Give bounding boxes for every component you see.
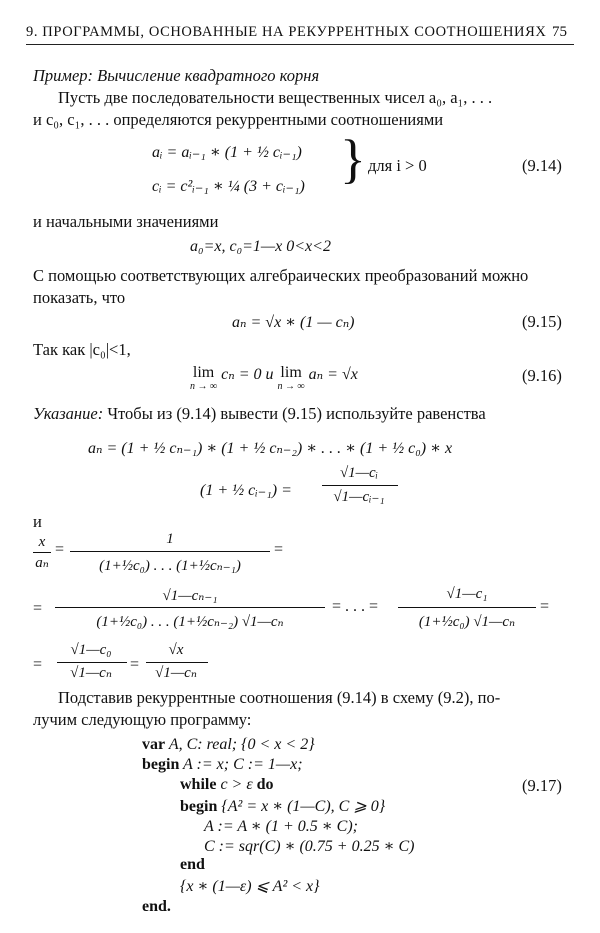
program-line [180, 796, 385, 816]
hint-eq2-denominator: √1—cᵢ₋₁ [333, 489, 385, 505]
paragraph-line: и начальными значениями [33, 212, 219, 231]
limit-operator [278, 364, 305, 392]
paragraph-line: Подставив рекуррентные соотношения (9.14) в схему (9.2), по- [58, 688, 501, 707]
fraction-bar [398, 607, 536, 608]
fraction-bar [322, 485, 398, 486]
keyword: do [256, 776, 274, 793]
program-line: C := sqr(C) ∗ (0.75 + 0.25 ∗ C) [204, 838, 415, 855]
equals-sign: = [130, 656, 140, 673]
ellipsis-equals: = . . . = [332, 598, 379, 615]
limit-a: aₙ = √x [308, 366, 358, 383]
equation-number-917: (9.17) [522, 776, 562, 795]
equation-914-line1: aᵢ = aᵢ₋₁ ∗ (1 + ½ cᵢ₋₁) [152, 144, 302, 161]
hint-label: Указание: [33, 404, 104, 423]
paragraph-line: и c₀, c₁, . . . определяются рекуррентными соотношениями [33, 110, 444, 129]
page-number: 75 [552, 24, 567, 40]
lim-label: lim [280, 364, 302, 381]
frac3-numerator: √1—c₀ [70, 642, 112, 658]
keyword: end [180, 856, 205, 873]
frac3-denominator: √1—cₙ [70, 665, 112, 681]
lim-subscript: n → ∞ [277, 381, 305, 392]
program-line [142, 756, 303, 774]
frac2-right-denominator: (1+½c₀) √1—cₙ [418, 614, 516, 630]
equation-number-914: (9.14) [522, 156, 562, 175]
equals-sign: = [55, 541, 65, 558]
frac2-numerator: √1—cₙ₋₁ [162, 588, 218, 604]
running-header: 9. ПРОГРАММЫ, ОСНОВАННЫЕ НА РЕКУРРЕНТНЫХ СООТНОШЕНИЯХ [26, 24, 547, 40]
equals-sign: = [33, 656, 43, 673]
equals-sign: = [540, 598, 550, 615]
hint-eq2-numerator: √1—cᵢ [339, 465, 379, 481]
keyword: begin [180, 798, 218, 815]
equals-sign: = [33, 600, 43, 617]
equation-914-line2: cᵢ = c²ᵢ₋₁ ∗ ¼ (3 + cᵢ₋₁) [152, 178, 305, 195]
keyword: begin [142, 756, 180, 773]
program-line [180, 856, 205, 874]
example-heading: Пример: Вычисление квадратного корня [33, 66, 320, 85]
program-line: A := A ∗ (1 + 0.5 ∗ C); [204, 818, 359, 835]
program-line: {x ∗ (1—ε) ⩽ A² < x} [180, 878, 320, 895]
x-over-a-numerator: x [38, 534, 46, 550]
fraction-bar [70, 551, 270, 552]
equation-914-condition: для i > 0 [368, 156, 427, 175]
keyword: while [180, 776, 217, 793]
code-text: {A² = x ∗ (1—C), C ⩾ 0} [217, 798, 386, 815]
fraction-bar [55, 607, 325, 608]
header-rule [26, 44, 574, 45]
lim-subscript: n → ∞ [190, 381, 218, 392]
limit-operator [190, 364, 217, 392]
hint-text: Чтобы из (9.14) вывести (9.15) используйте равенства [107, 404, 486, 423]
paragraph-line: Так как |c₀|<1, [33, 340, 131, 359]
lim-label: lim [192, 364, 215, 381]
frac2-right-numerator: √1—c₁ [446, 586, 488, 602]
equals-sign: = [274, 541, 284, 558]
hint-equation-1: aₙ = (1 + ½ cₙ₋₁) ∗ (1 + ½ cₙ₋₂) ∗ . . . ∗ (1 + ½ c₀) ∗ x [88, 440, 453, 457]
program-line [142, 898, 171, 916]
code-text: A := x; C := 1—x; [179, 756, 303, 773]
program-line [142, 736, 315, 754]
paragraph-line: Пусть две последовательности вещественных чисел a₀, a₁, . . . [58, 88, 493, 107]
equation-916 [190, 364, 358, 392]
equation-number-915: (9.15) [522, 312, 562, 331]
frac1-right-numerator: 1 [166, 531, 174, 547]
x-over-a-denominator: aₙ [35, 555, 49, 571]
conjunction-and: и [33, 512, 42, 531]
paragraph-line: лучим следующую программу: [33, 710, 252, 729]
frac3-right-denominator: √1—cₙ [155, 665, 197, 681]
frac1-right-denominator: (1+½c₀) . . . (1+½cₙ₋₁) [99, 558, 241, 574]
initial-values: a₀=x, c₀=1—x 0<x<2 [190, 238, 331, 255]
paragraph-line: показать, что [33, 288, 126, 307]
code-text: c > ε [216, 776, 257, 793]
code-text: A, C: real; {0 < x < 2} [165, 736, 315, 753]
limit-c: cₙ = 0 и [221, 366, 274, 383]
equation-915: aₙ = √x ∗ (1 — cₙ) [232, 314, 355, 331]
hint-line [33, 404, 486, 424]
program-line [180, 776, 274, 794]
equation-number-916: (9.16) [522, 366, 562, 385]
paragraph-line: С помощью соответствующих алгебраических преобразований можно [33, 266, 529, 285]
hint-equation-2-left: (1 + ½ cᵢ₋₁) = [200, 482, 292, 499]
keyword: end. [142, 898, 171, 915]
frac3-right-numerator: √x [168, 642, 184, 658]
frac2-denominator: (1+½c₀) . . . (1+½cₙ₋₂) √1—cₙ [96, 614, 284, 630]
equation-brace: } [340, 129, 366, 189]
keyword: var [142, 736, 166, 753]
